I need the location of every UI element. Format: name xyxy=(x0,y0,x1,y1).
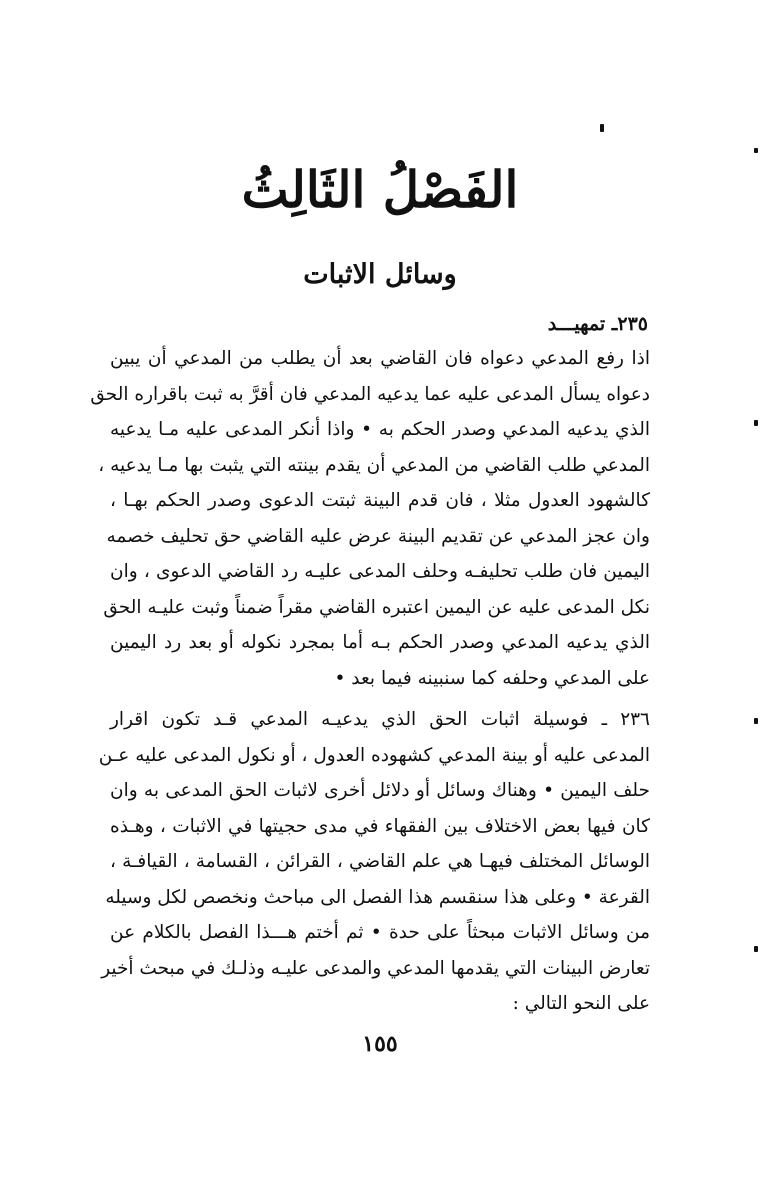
text-line: تعارض البينات التي يقدمها المدعي والمدعى عليـه وذلـك في مبحث أخير xyxy=(101,957,650,979)
text-line: الوسائل المختلف فيهـا هي علم القاضي ، القرائن ، القسامة ، القيافـة ، xyxy=(110,851,650,872)
text-line: المدعي طلب القاضي من المدعي أن يقدم بينته التي يثبت بها مـا يدعيه ، xyxy=(98,454,650,476)
text-line: على النحو التالي : xyxy=(512,993,650,1014)
section-title: وسائل الاثبات xyxy=(303,259,457,290)
text-line: على المدعي وحلفه كما سنبينه فيما بعد • xyxy=(334,667,650,689)
text-line: اذا رفع المدعي دعواه فان القاضي بعد أن يطلب من المدعي أن يبين xyxy=(110,348,650,369)
text-line: حلف اليمين • وهناك وسائل أو دلائل أخرى لاثبات الحق المدعى به وان xyxy=(110,780,650,801)
text-line: كان فيها بعض الاختلاف بين الفقهاء في مدى حجيتها في الاثبات ، وهـذه xyxy=(110,815,650,837)
print-speck xyxy=(754,946,758,952)
section-heading: ٢٣٥ـ تمهيـــد xyxy=(547,313,648,335)
text-line: اليمين فان طلب تحليفـه وحلف المدعى عليـه رد القاضي الدعوى ، وان xyxy=(110,561,650,582)
paragraph-introduction xyxy=(90,341,650,696)
text-line: المدعى عليه أو بينة المدعي كشهوده العدول ، أو نكول المدعى عليه عـن xyxy=(98,744,650,766)
text-line: كالشهود العدول مثلا ، فان قدم البينة ثبتت الدعوى وصدر الحكم بهـا ، xyxy=(110,490,650,511)
text-line: وان عجز المدعي عن تقديم البينة عرض عليه القاضي حق تحليف خصمه xyxy=(106,525,650,547)
paragraph-means-of-proof xyxy=(98,702,650,1022)
text-line: نكل المدعى عليه عن اليمين اعتبره القاضي مقراً ضمناً وثبت عليـه الحق xyxy=(103,596,650,618)
page-number: ١٥٥ xyxy=(362,1031,398,1057)
text-line: الذي يدعيه المدعي وصدر الحكم بـه أما بمجرد نكوله أو بعد رد اليمين xyxy=(110,632,650,653)
text-line: دعواه يسأل المدعى عليه عما يدعيه المدعي فان أقرَّ به ثبت باقراره الحق xyxy=(90,383,650,405)
text-line: ٢٣٦ ـ فوسيلة اثبات الحق الذي يدعيـه المدعي قـد تكون اقرار xyxy=(110,709,650,730)
chapter-title: الفَصْلُ الثَالِثُ xyxy=(241,160,519,219)
print-speck xyxy=(600,124,604,132)
print-speck xyxy=(754,420,758,426)
print-speck xyxy=(754,718,758,724)
text-line: من وسائل الاثبات مبحثاً على حدة • ثم أختم هـــذا الفصل بالكلام عن xyxy=(110,922,650,943)
text-line: الذي يدعيه المدعي وصدر الحكم به • واذا أنكر المدعى عليه مـا يدعيه xyxy=(110,419,650,440)
text-line: القرعة • وعلى هذا سنقسم هذا الفصل الى مباحث ونخصص لكل وسيله xyxy=(105,886,650,908)
